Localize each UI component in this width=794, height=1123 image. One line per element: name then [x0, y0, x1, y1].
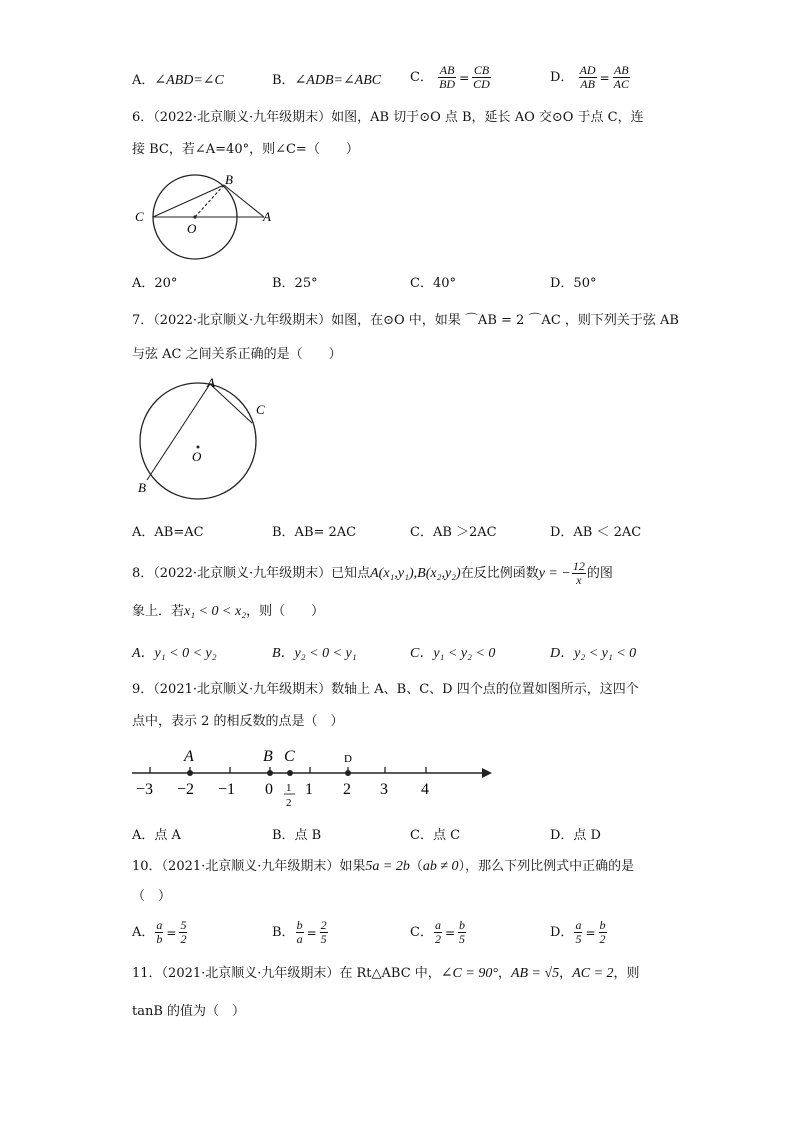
fraction: $\frac{AB}{AC}$	[613, 63, 629, 91]
q5-option-a	[132, 71, 224, 91]
tick-label: −1	[218, 781, 236, 798]
condition-expression: ∠C = 90°	[440, 966, 498, 981]
q7-option-c: C．AB ＞2AC	[410, 525, 497, 540]
option-label: D．	[550, 70, 574, 85]
q9-stem-line2: 点中，表示 2 的相反数的点是（ ）	[132, 714, 344, 729]
center-point	[193, 215, 196, 218]
points-expression: A(x₁,y₁),B(x₂,y₂)	[370, 566, 461, 581]
fraction: $\frac{b}{2}$	[599, 918, 606, 946]
q7-option-d: D．AB ＜ 2AC	[550, 525, 642, 540]
fraction: $\frac{b}{5}$	[459, 918, 466, 946]
label-c: C	[256, 402, 265, 417]
axis-arrow-icon	[482, 768, 492, 778]
q7-figure	[130, 375, 280, 500]
chord-ac	[210, 384, 252, 423]
half-denominator: 2	[286, 797, 292, 809]
label-o: O	[192, 449, 202, 464]
point-c	[287, 770, 293, 776]
q5-option-b	[272, 71, 381, 91]
label-b: B	[138, 480, 146, 495]
option-label: A．	[132, 73, 155, 88]
q7-stem-line1: 7．（2022·北京顺义·九年级期末）如图，在⊙O 中，如果 ⌒AB = 2 ⌒AC ，则下列关于弦 AB	[132, 313, 679, 328]
option-label: B．	[272, 73, 295, 88]
q9-option-a: A．点 A	[132, 828, 181, 843]
tick-label: 1	[305, 781, 313, 798]
q9-number-line	[128, 745, 508, 815]
q6-option-a: A．20°	[132, 276, 178, 291]
fraction: $\frac{AB}{BD}$	[439, 63, 456, 91]
fraction: $\frac{AD}{AB}$	[579, 63, 596, 91]
chord-ab	[147, 384, 210, 480]
tick-label: 4	[421, 781, 429, 798]
fraction: $\frac{a}{2}$	[434, 918, 441, 946]
fraction: $\frac{b}{a}$	[296, 918, 303, 946]
q10-option-c: C． $\frac{a}{2}$ = $\frac{b}{5}$	[410, 918, 466, 946]
point-d	[345, 770, 351, 776]
q6-stem-line1: 6．（2022·北京顺义·九年级期末）如图，AB 切于⊙O 点 B，延长 AO 交⊙O 于点 C，连	[132, 110, 644, 125]
point-b	[267, 770, 273, 776]
q8-stem-line2: 象上．若x₁ < 0 < x₂，则（ ）	[132, 604, 325, 619]
fraction: $\frac{5}{2}$	[180, 918, 187, 946]
tangent-ab	[224, 185, 264, 217]
q10-option-d: D． $\frac{a}{5}$ = $\frac{b}{2}$	[550, 918, 606, 946]
q6-stem-line2: 接 BC，若∠A=40°，则∠C=（ ）	[132, 142, 359, 157]
condition-expression: 5a = 2b	[365, 859, 410, 874]
label-d: D	[344, 753, 352, 765]
label-c: C	[135, 209, 144, 224]
circle-o	[140, 383, 256, 499]
q7-option-a: A．AB=AC	[132, 525, 204, 540]
q9-stem-line1: 9．（2021·北京顺义·九年级期末）数轴上 A、B、C、D 四个点的位置如图所示，这四个	[132, 682, 639, 697]
q8-option-c: C．y₁ < y₂ < 0	[410, 646, 496, 661]
fraction: $\frac{2}{5}$	[320, 918, 327, 946]
condition-expression: AB = √5	[510, 966, 560, 981]
option-label: C．	[410, 70, 433, 85]
q6-figure	[130, 170, 280, 270]
condition-expression: ab ≠ 0	[422, 859, 459, 874]
q9-option-d: D．点 D	[550, 828, 601, 843]
q5-option-c: C． $\frac{AB}{BD}$ = $\frac{CB}{CD}$	[410, 63, 490, 91]
fraction: $\frac{CB}{CD}$	[473, 63, 490, 91]
label-b: B	[225, 172, 233, 187]
condition-expression: AC = 2	[572, 966, 614, 981]
tick-label: −3	[136, 781, 154, 798]
label-a: A	[207, 375, 215, 390]
q6-option-d: D．50°	[550, 276, 597, 291]
q10-stem-line1: 10．（2021·北京顺义·九年级期末）如果5a = 2b（ab ≠ 0），那么下列比例式中正确的是	[132, 859, 635, 874]
tick-label: 0	[265, 781, 273, 798]
q11-stem-line2: tanB 的值为（ ）	[132, 1004, 246, 1019]
label-a: A	[184, 748, 194, 765]
q8-option-a: A．y₁ < 0 < y₂	[132, 646, 217, 661]
tick-label: −2	[177, 781, 195, 798]
option-text: ∠ADB=∠ABC	[294, 73, 382, 88]
q8-stem-line1: 8．（2022·北京顺义·九年级期末）已知点A(x₁,y₁),B(x₂,y₂)在反比例函数y = − $\frac{12}{x}$ 的图	[132, 559, 613, 587]
q10-stem-line2: （ ）	[132, 889, 172, 904]
function-expression: y = −	[538, 566, 571, 581]
option-text: ∠ABD=∠C	[154, 73, 224, 88]
q8-option-b: B．y₂ < 0 < y₁	[272, 646, 357, 661]
radius-ob	[195, 185, 224, 217]
q9-option-c: C．点 C	[410, 828, 461, 843]
label-c: C	[284, 748, 295, 765]
condition-expression: x₁ < 0 < x₂	[184, 604, 247, 619]
q10-option-b: B． $\frac{b}{a}$ = $\frac{2}{5}$	[272, 918, 327, 946]
tick-label: 3	[380, 781, 388, 798]
point-a	[187, 770, 193, 776]
fraction: $\frac{a}{b}$	[156, 918, 163, 946]
label-b: B	[263, 748, 273, 765]
q8-option-d: D．y₂ < y₁ < 0	[550, 646, 637, 661]
tick-label: 2	[343, 781, 351, 798]
q10-option-a: A． $\frac{a}{b}$ = $\frac{5}{2}$	[132, 918, 187, 946]
q9-option-b: B．点 B	[272, 828, 322, 843]
q6-option-c: C．40°	[410, 276, 456, 291]
fraction: $\frac{a}{5}$	[575, 918, 582, 946]
q5-option-d: D． $\frac{AD}{AB}$ = $\frac{AB}{AC}$	[550, 63, 629, 91]
fraction: $\frac{12}{x}$	[572, 559, 585, 587]
half-numerator: 1	[286, 782, 292, 794]
q11-stem-line1: 11．（2021·北京顺义·九年级期末）在 Rt△ABC 中，∠C = 90°，AB = √5，AC = 2，则	[132, 966, 640, 981]
q7-stem-line2: 与弦 AC 之间关系正确的是（ ）	[132, 347, 342, 362]
q7-option-b: B．AB= 2AC	[272, 525, 357, 540]
label-a: A	[263, 209, 271, 224]
q6-option-b: B．25°	[272, 276, 318, 291]
label-o: O	[187, 221, 197, 236]
